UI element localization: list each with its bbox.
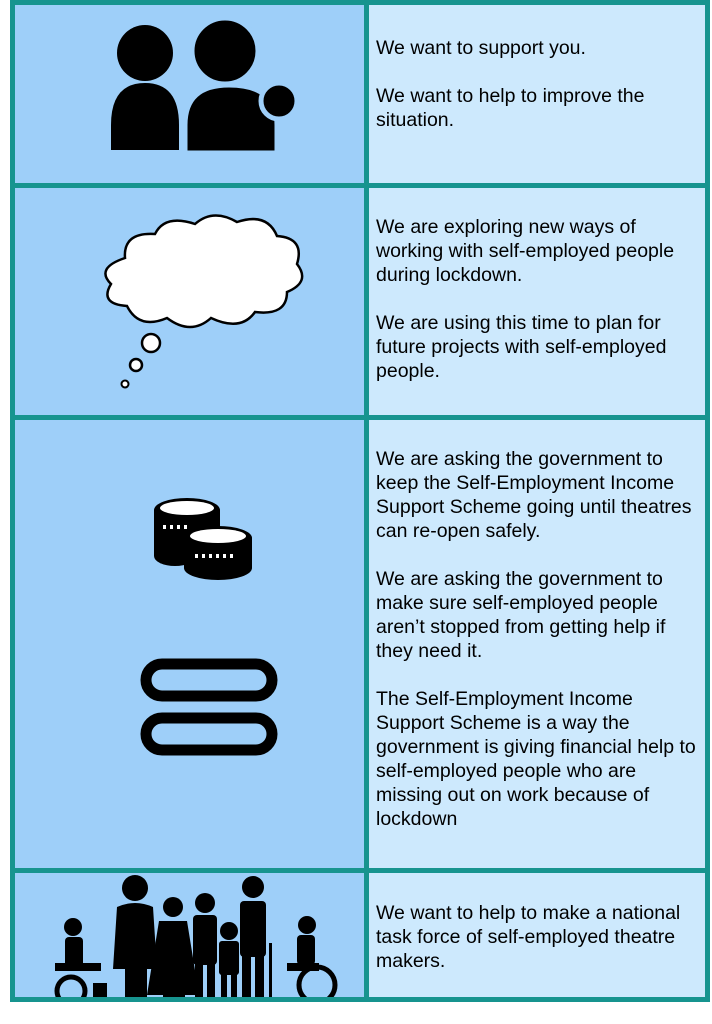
row-3-text-cell (369, 420, 705, 868)
coins-icon (15, 470, 364, 670)
row-1-paragraph-1: We want to support you. (376, 37, 586, 59)
row-1-paragraph-2: We want to help to improve the situation. (376, 85, 645, 131)
easy-read-table (10, 0, 710, 1002)
row-1-text-cell (369, 5, 705, 183)
row-4-text-cell (369, 873, 705, 997)
row-4-icon-cell (15, 873, 364, 997)
row-2-paragraph-1: We are exploring new ways of working with self-employed people during lockdown. (376, 216, 675, 286)
row-3-paragraph-2: We are asking the government to make sure self-employed people aren’t stopped from getting help if they need it. (376, 568, 666, 662)
row-2-icon-cell (15, 188, 364, 415)
row-3-paragraph-1: We are asking the government to keep the Self-Employment Income Support Scheme going until theatres can re-open safely. (376, 448, 692, 542)
people-support-icon (15, 5, 364, 183)
row-3-icon-cell (15, 420, 364, 868)
diverse-group-icon (15, 873, 364, 997)
row-1-icon-cell (15, 5, 364, 183)
row-2-text-cell (369, 188, 705, 415)
row-2-paragraph-2: We are using this time to plan for future projects with self-employed people. (376, 312, 667, 382)
equals-icon (15, 656, 364, 776)
row-4-paragraph-1: We want to help to make a national task force of self-employed theatre makers. (376, 902, 681, 972)
row-3-paragraph-3: The Self-Employment Income Support Scheme is a way the government is giving financial help to self-employed people who are missing out on work because of lockdown (376, 688, 696, 830)
thought-bubble-icon (15, 188, 364, 415)
